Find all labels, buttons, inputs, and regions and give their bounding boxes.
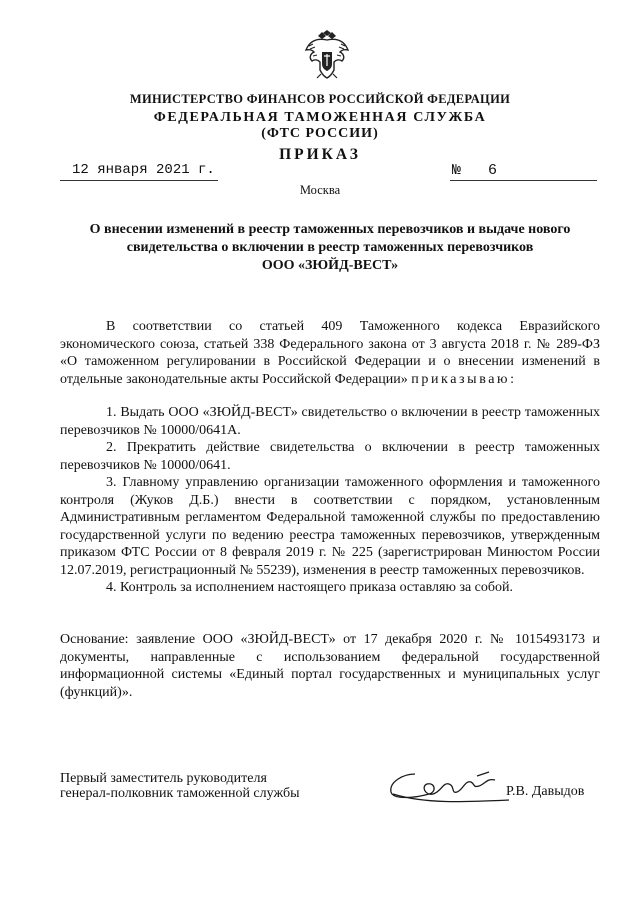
order-items: [60, 404, 600, 597]
basis-paragraph: Основание: заявление ООО «ЗЮЙД-ВЕСТ» от 17 декабря 2020 г. № 1015493173 и документы, направленные с использованием федеральной государственной информационной системы «Единый портал государственных и муниципальных услуг (функций)».: [60, 632, 600, 700]
service-name: ФЕДЕРАЛЬНАЯ ТАМОЖЕННАЯ СЛУЖБА: [153, 110, 487, 125]
document-title: [60, 221, 600, 275]
signatory-position-line-1: Первый заместитель руководителя: [60, 771, 267, 786]
coat-of-arms-icon: [304, 30, 350, 80]
date-underline: [60, 180, 218, 181]
document-date: 12 января 2021 г.: [72, 162, 215, 178]
title-line-1: О внесении изменений в реестр таможенных перевозчиков и выдаче нового: [89, 222, 571, 237]
order-item-3: 3. Главному управлению организации таможенного оформления и таможенного контроля (Жуков Д.Б.) внести в соответствии с порядком, установленным Административным регламентом Федеральной таможенной службы по предоставлению государственной услуги по ведению реестра таможенных перевозчиков, утвержденным приказом ФТС России от 8 февраля 2019 г. № 225 (зарегистрирован Минюстом России 12.07.2019, регистрационный № 55239), изменения в реестр таможенных перевозчиков.: [60, 475, 600, 578]
number-sign: №: [452, 162, 462, 179]
number-underline: [450, 180, 597, 181]
document-city: Москва: [299, 183, 341, 197]
order-item-1: 1. Выдать ООО «ЗЮЙД-ВЕСТ» свидетельство о включении в реестр таможенных перевозчиков № 10000/0641А.: [60, 405, 600, 438]
handwritten-signature: [385, 764, 515, 810]
order-word: приказываю:: [411, 371, 517, 387]
service-short-name: (ФТС РОССИИ): [261, 126, 379, 141]
order-item-2: 2. Прекратить действие свидетельства о включении в реестр таможенных перевозчиков № 10000/0641.: [60, 440, 600, 473]
document-number: 6: [488, 162, 498, 179]
preamble-paragraph: [60, 318, 600, 388]
preamble-text: В соответствии со статьей 409 Таможенного кодекса Евразийского экономического союза, статьей 338 Федерального закона от 3 августа 2018 г. № 289-ФЗ «О таможенном регулировании в Российской Федерации и о внесении изменений в отдельные законодательные акты Российской Федерации»: [60, 319, 600, 387]
document-type: ПРИКАЗ: [279, 146, 361, 163]
signatory-position-line-2: генерал-полковник таможенной службы: [60, 786, 300, 801]
title-line-2: свидетельства о включении в реестр таможенных перевозчиков: [126, 240, 534, 255]
order-item-4: 4. Контроль за исполнением настоящего приказа оставляю за собой.: [106, 580, 514, 595]
signatory-name: Р.В. Давыдов: [506, 784, 585, 799]
ministry-name: МИНИСТЕРСТВО ФИНАНСОВ РОССИЙСКОЙ ФЕДЕРАЦИИ: [129, 92, 511, 106]
title-line-3: ООО «ЗЮЙД-ВЕСТ»: [261, 258, 399, 273]
